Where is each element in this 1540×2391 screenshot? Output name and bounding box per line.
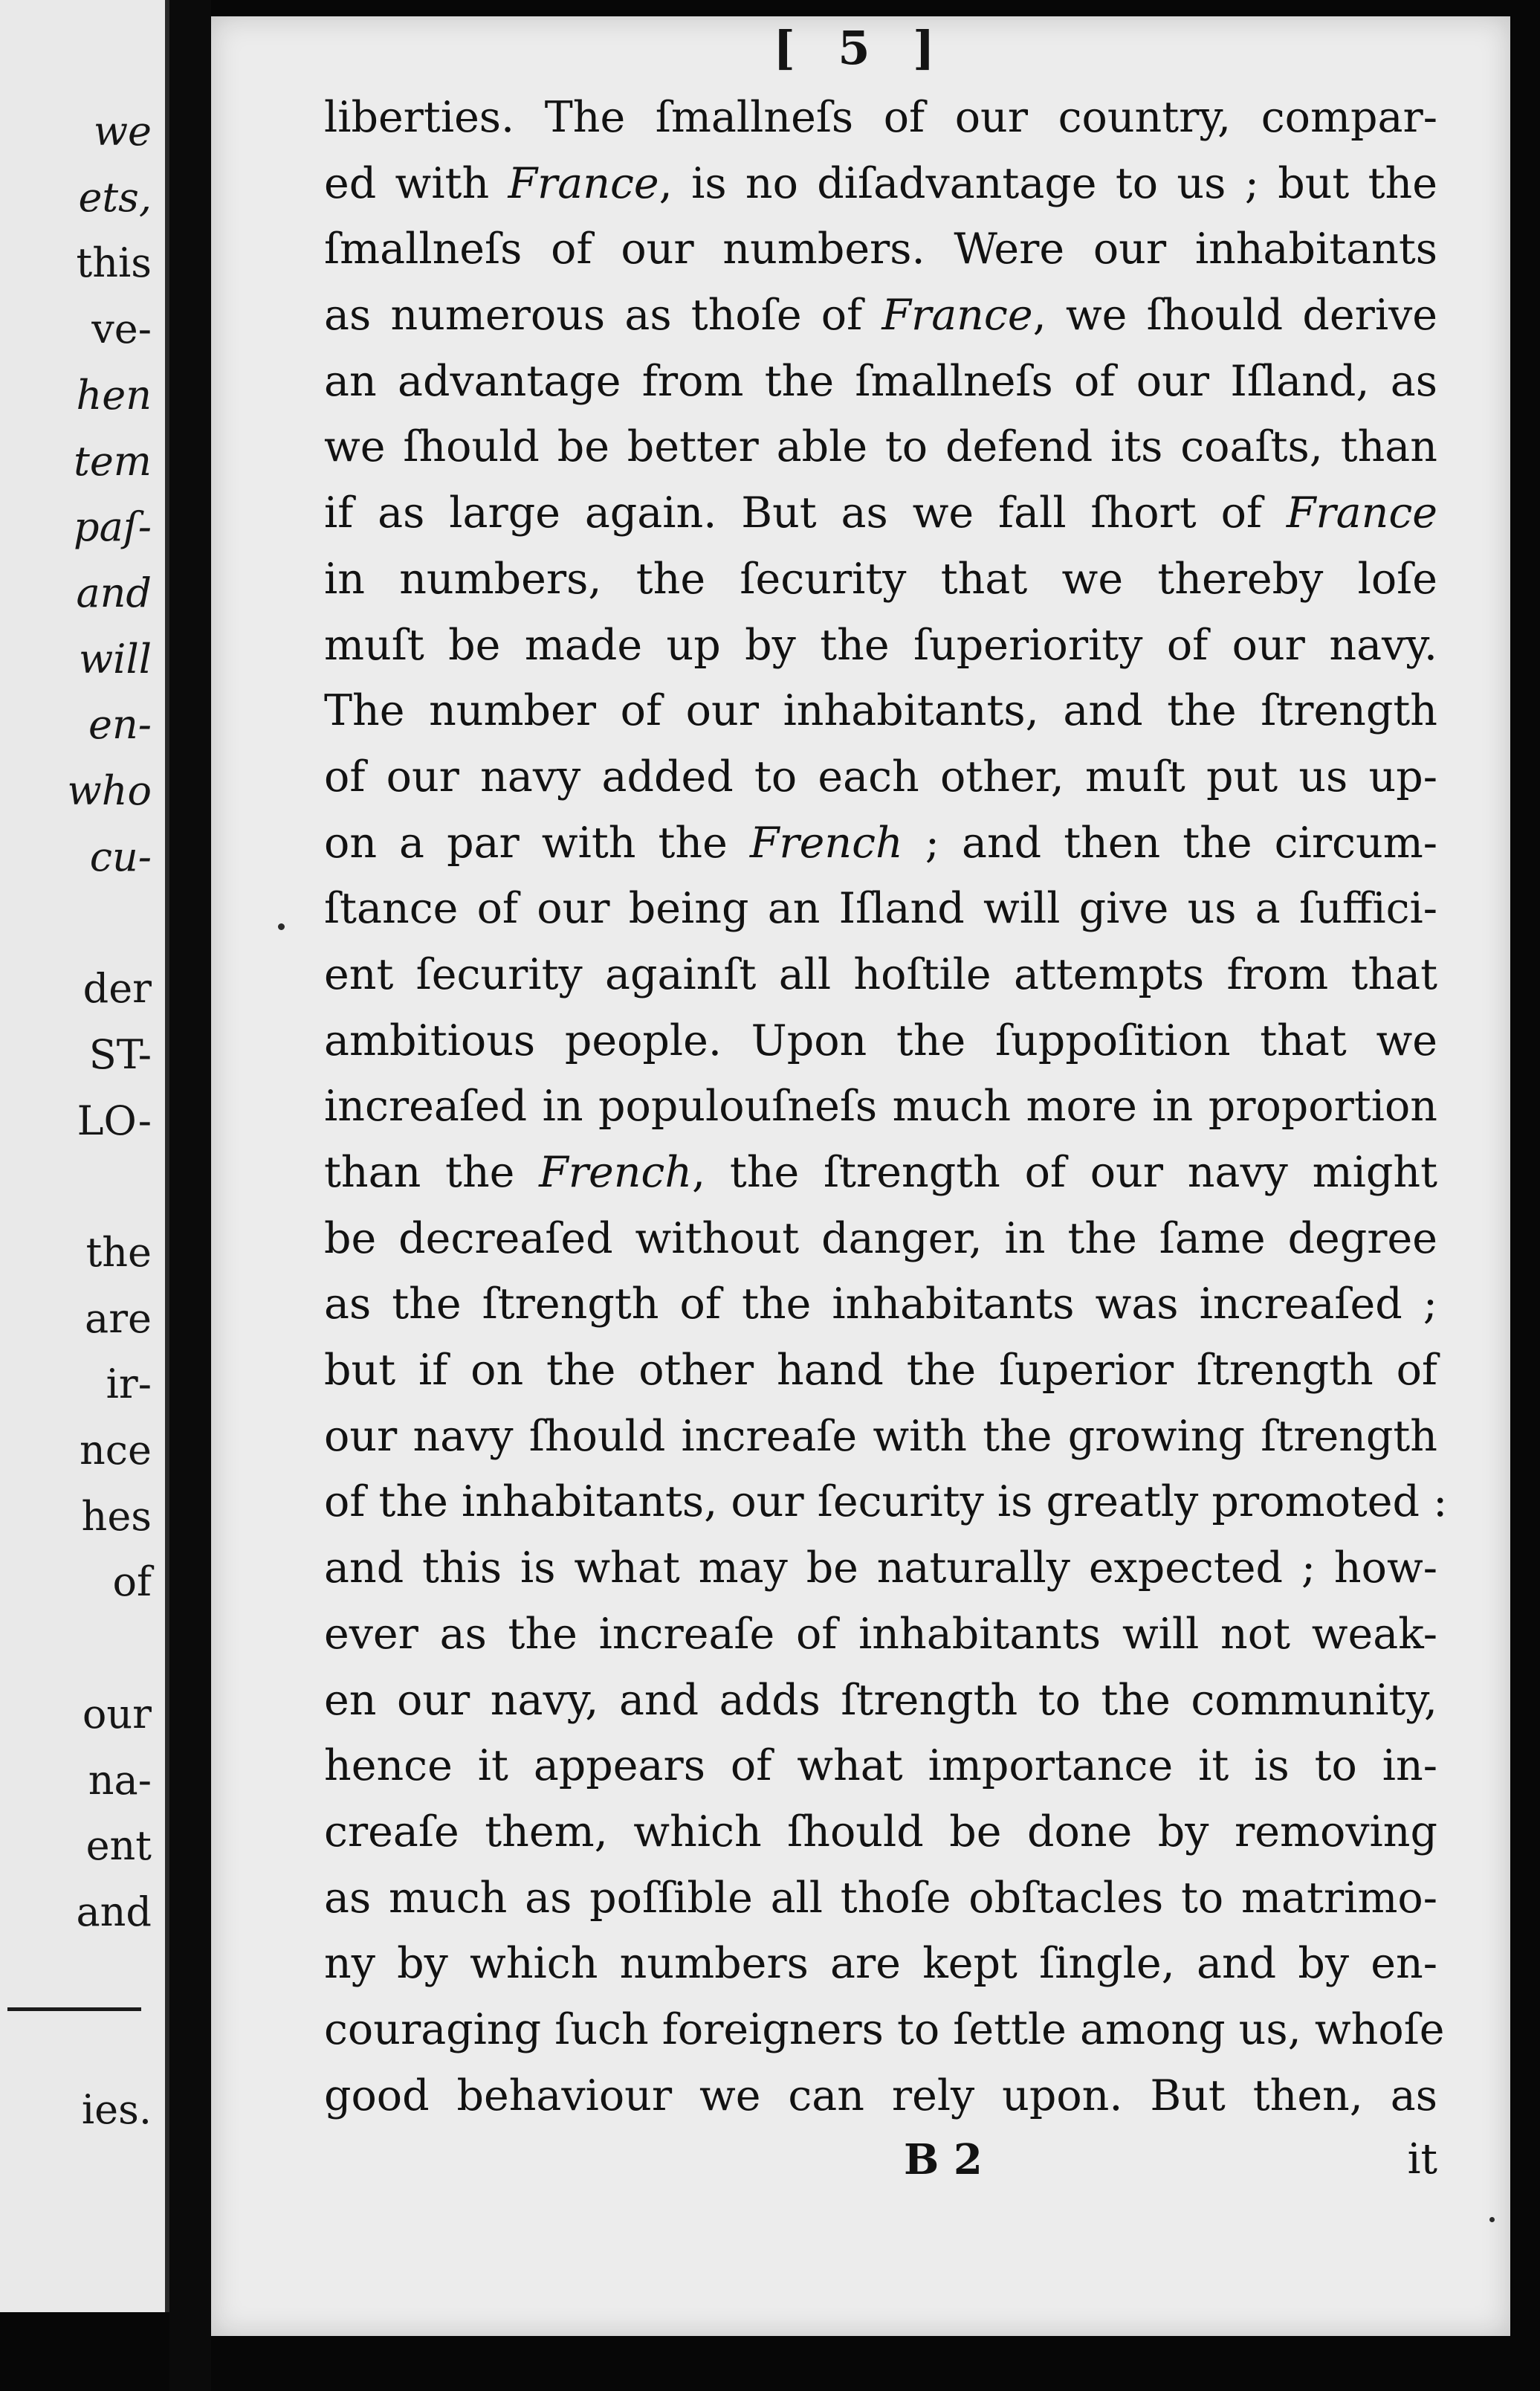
left-page-fragment: will: [78, 635, 152, 683]
text-line: liberties. The ſmallneſs of our country, compar-: [324, 93, 1437, 142]
text-line: creaſe them, which ſhould be done by removing: [324, 1807, 1437, 1856]
text-line: ſtance of our being an Iſland will give us a ſuffici-: [324, 884, 1437, 934]
catchword: it: [1407, 2135, 1437, 2184]
text-line: ambitious people. Upon the ſuppoſition that we: [324, 1016, 1437, 1065]
page-footer: [324, 2135, 1437, 2195]
left-page-fragment: na-: [88, 1756, 152, 1804]
left-page-fragment: nce: [80, 1427, 152, 1474]
page-number: [ 5 ]: [773, 21, 948, 75]
text-line: as the ſtrength of the inhabitants was increaſed ;: [324, 1280, 1437, 1329]
left-page-fragment: ir-: [106, 1361, 152, 1408]
left-page-fragment: who: [67, 767, 152, 814]
text-line: en our navy, and adds ſtrength to the community,: [324, 1675, 1437, 1725]
ink-speck: [1489, 2217, 1495, 2222]
left-page-fragment: ies.: [81, 2086, 152, 2133]
left-page-fragment: cu-: [89, 833, 152, 880]
text-line: if as large again. But as we fall ſhort of France: [324, 488, 1437, 538]
left-page-fragment: hen: [76, 371, 152, 419]
left-page-fragment: der: [82, 965, 152, 1013]
text-line: on a par with the French ; and then the circum-: [324, 818, 1438, 868]
main-page: [211, 16, 1510, 2336]
left-page-fragment: LO-: [77, 1097, 152, 1144]
page-gutter: [169, 0, 211, 2391]
text-line: ever as the increaſe of inhabitants will not weak-: [324, 1609, 1437, 1659]
text-line: muſt be made up by the ſuperiority of our navy.: [324, 620, 1437, 670]
body-text: [324, 85, 1448, 2129]
text-line: couraging ſuch foreigners to ſettle among us, whoſe: [324, 2004, 1445, 2054]
text-line: good behaviour we can rely upon. But then, as: [324, 2071, 1437, 2120]
text-line: of our navy added to each other, muſt put us up-: [324, 752, 1437, 801]
text-line: as numerous as thoſe of France, we ſhould derive: [324, 291, 1438, 341]
left-page-fragment: are: [85, 1294, 152, 1342]
text-line: our navy ſhould increaſe with the growing ſtrength: [324, 1411, 1437, 1461]
left-page-fragment: of: [112, 1558, 152, 1606]
left-page-edge: [0, 0, 169, 2312]
left-page-fragment: we: [93, 108, 152, 155]
text-line: ed with France, is no diſadvantage to us ; but the: [324, 158, 1437, 208]
text-line: an advantage from the ſmallneſs of our Iſland, as: [324, 356, 1437, 406]
left-page-rule: [7, 2007, 141, 2011]
text-line: in numbers, the ſecurity that we thereby loſe: [324, 554, 1437, 604]
ink-speck: [278, 923, 285, 930]
text-line: we ſhould be better able to defend its coaſts, than: [324, 422, 1437, 472]
left-page-fragment: ve-: [91, 306, 152, 353]
text-line: but if on the other hand the ſuperior ſtrength of: [324, 1346, 1437, 1395]
text-line: ſmallneſs of our numbers. Were our inhabitants: [324, 225, 1437, 274]
text-line: ny by which numbers are kept ſingle, and by en-: [324, 1939, 1437, 1989]
left-page-text-fragments: [0, 0, 165, 2312]
signature-mark: B 2: [904, 2135, 983, 2184]
text-line: ent ſecurity againſt all hoſtile attempts from that: [324, 949, 1437, 999]
left-page-fragment: this: [76, 239, 152, 287]
left-page-fragment: ent: [85, 1822, 152, 1870]
text-line: The number of our inhabitants, and the ſtrength: [324, 686, 1437, 736]
left-page-fragment: our: [82, 1690, 152, 1737]
left-page-fragment: and: [76, 569, 152, 616]
left-page-fragment: the: [85, 1228, 152, 1276]
left-page-fragment: tem: [74, 437, 152, 485]
text-line: be decreaſed without danger, in the ſame degree: [324, 1213, 1437, 1263]
left-page-fragment: paſ-: [74, 503, 152, 551]
text-line: and this is what may be naturally expected ; how-: [324, 1543, 1437, 1593]
left-page-fragment: and: [76, 1888, 152, 1935]
left-page-fragment: ST-: [88, 1030, 152, 1078]
left-page-fragment: hes: [81, 1492, 152, 1540]
left-page-fragment: ets,: [78, 173, 152, 221]
text-line: hence it appears of what importance it is to in-: [324, 1741, 1437, 1791]
text-line: than the French, the ſtrength of our navy might: [324, 1148, 1437, 1197]
text-line: of the inhabitants, our ſecurity is greatly promoted :: [324, 1477, 1448, 1527]
text-line: increaſed in populouſneſs much more in proportion: [324, 1082, 1437, 1132]
text-line: as much as poſſible all thoſe obſtacles to matrimo-: [324, 1873, 1437, 1923]
left-page-fragment: en-: [88, 701, 152, 749]
